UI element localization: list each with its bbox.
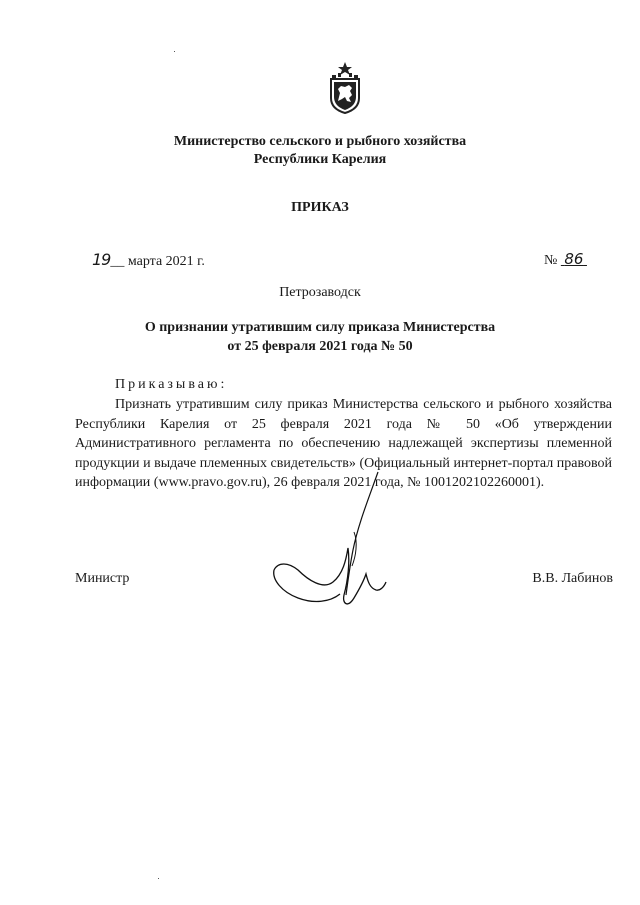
scan-dot	[174, 51, 175, 52]
subject-line1: О признании утратившим силу приказа Министерства	[144, 320, 496, 335]
ministry-name-line1: Министерство сельского и рыбного хозяйства	[173, 134, 467, 149]
handwritten-signature	[268, 470, 388, 620]
scan-dot	[158, 878, 159, 879]
signatory-title: Министр	[75, 571, 130, 586]
number-label: №	[544, 253, 558, 268]
number-value-handwritten: 86	[564, 250, 584, 268]
document-type-title: ПРИКАЗ	[291, 200, 349, 215]
document-date	[92, 250, 205, 270]
ministry-name-line2: Республики Карелия	[253, 152, 387, 167]
karelia-coat-of-arms-icon	[328, 62, 362, 114]
date-day-handwritten: 19	[92, 250, 111, 269]
number-underline	[561, 250, 587, 268]
subject-line2: от 25 февраля 2021 года № 50	[227, 339, 413, 354]
date-rest: марта 2021 г.	[127, 254, 205, 269]
city-name: Петрозаводск	[279, 285, 361, 300]
document-number	[544, 250, 587, 269]
signatory-name: В.В. Лабинов	[532, 571, 613, 586]
document-subject	[0, 318, 640, 356]
order-word: Приказываю:	[115, 377, 228, 392]
order-paragraph: Признать утратившим силу приказ Министерства сельского и рыбного хозяйства Республики Карелия от 25 февраля 2021 года № 50 «Об утверждении Административного регламента по обеспечению надлежащей экспертизы племенной продукции и выдаче племенных свидетельств» (Официальный интернет-портал правовой информации (www.pravo.gov.ru), 26 февраля 2021 года, № 1001202102260001).	[75, 397, 612, 490]
date-underline: __	[110, 254, 125, 269]
